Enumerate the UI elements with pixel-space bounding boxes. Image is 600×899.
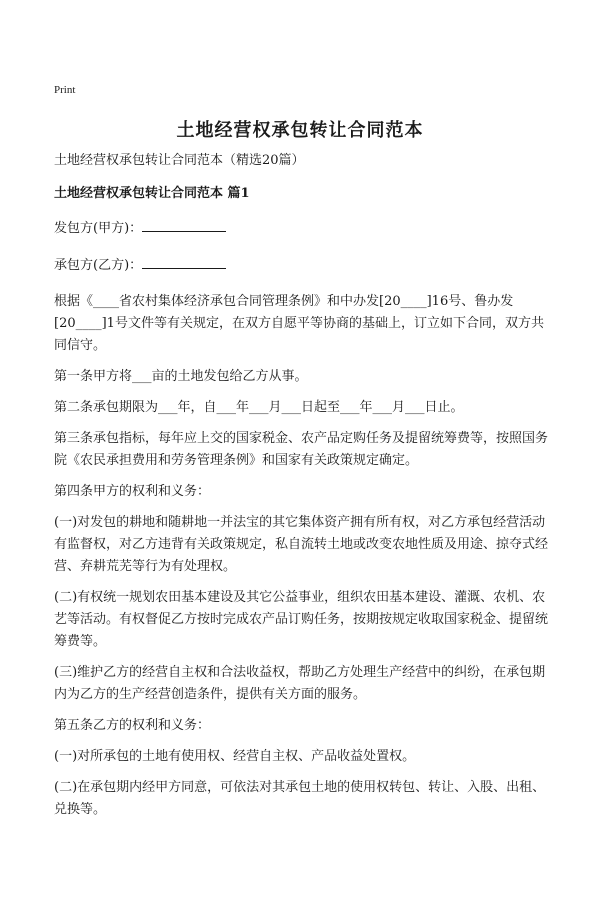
party-b-label: 承包方(乙方)：	[54, 258, 143, 273]
party-b-line	[54, 254, 554, 277]
paragraph-article-5-heading: 第五条乙方的权利和义务：	[54, 718, 211, 733]
party-a-blank	[142, 217, 226, 232]
document-body	[54, 150, 554, 830]
party-b-blank	[142, 254, 226, 269]
section-heading: 土地经营权承包转让合同范本 篇1	[54, 186, 250, 201]
party-a-line	[54, 217, 554, 240]
paragraph-article-2: 第二条承包期限为___年，自___年___月___日起至___年___月___日止。	[54, 400, 464, 415]
paragraph-article-1: 第一条甲方将___亩的土地发包给乙方从事。	[54, 369, 308, 384]
paragraph-article-5-item-1: (一)对所承包的土地有使用权、经营自主权、产品收益处置权。	[54, 749, 416, 764]
paragraph-preamble: 根据《____省农村集体经济承包合同管理条例》和中办发[20____]16号、鲁办发[20____]1号文件等有关规定，在双方自愿平等协商的基础上，订立如下合同，双方共同信守。	[54, 294, 544, 353]
paragraph-article-4-item-3: (三)维护乙方的经营自主权和合法收益权，帮助乙方处理生产经营中的纠纷，在承包期内为乙方的生产经营创造条件，提供有关方面的服务。	[54, 665, 546, 702]
page-title: 土地经营权承包转让合同范本	[176, 120, 424, 141]
paragraph-article-5-item-2: (二)在承包期内经甲方同意，可依法对其承包土地的使用权转包、转让、入股、出租、兑换等。	[54, 780, 546, 817]
paragraph-article-4-item-2: (二)有权统一规划农田基本建设及其它公益事业，组织农田基本建设、灌溉、农机、农艺等活动。有权督促乙方按时完成农产品订购任务，按期按规定收取国家税金、提留统筹费等。	[54, 590, 549, 649]
print-link[interactable]: Print	[54, 84, 76, 96]
paragraph-article-4-heading: 第四条甲方的权利和义务：	[54, 484, 211, 499]
paragraph-article-4-item-1: (一)对发包的耕地和随耕地一并法宝的其它集体资产拥有所有权，对乙方承包经营活动有监督权，对乙方违背有关政策规定，私自流转土地或改变农地性质及用途、掠夺式经营、弃耕荒芜等行为有处理权。	[54, 515, 549, 574]
party-a-label: 发包方(甲方)：	[54, 221, 143, 236]
document-subtitle: 土地经营权承包转让合同范本（精选20篇）	[54, 153, 305, 168]
paragraph-article-3: 第三条承包指标，每年应上交的国家税金、农产品定购任务及提留统筹费等，按照国务院《农民承担费用和劳务管理条例》和国家有关政策规定确定。	[54, 431, 549, 468]
